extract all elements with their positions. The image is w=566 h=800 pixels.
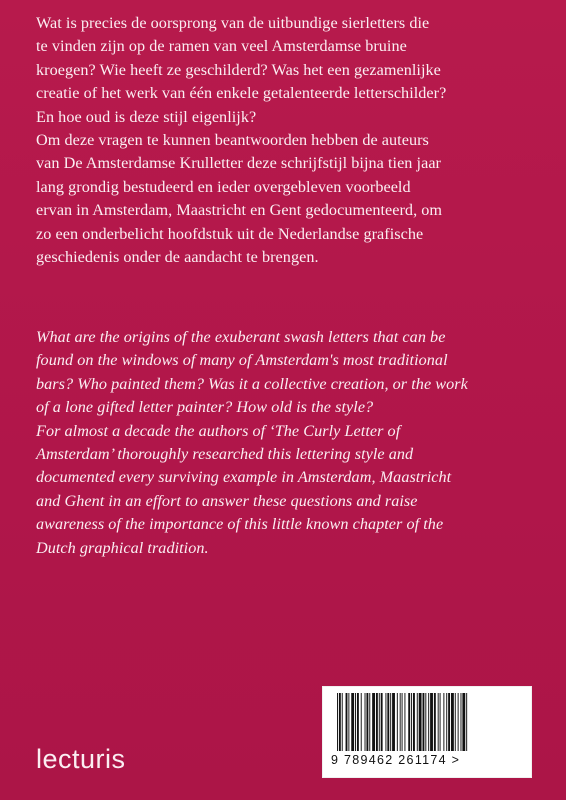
publisher-logo: lecturis bbox=[36, 744, 126, 774]
barcode-bar bbox=[357, 693, 359, 751]
barcode-bar bbox=[392, 693, 395, 751]
barcode-bar bbox=[434, 693, 436, 751]
blurb-line: Amsterdam’ thoroughly researched this lettering style and bbox=[36, 445, 414, 464]
barcode-bar bbox=[348, 693, 349, 751]
blurb-line: Om deze vragen te kunnen beantwoorden hebben de auteurs bbox=[36, 131, 429, 150]
barcode-bar bbox=[365, 693, 366, 751]
dutch-blurb bbox=[36, 12, 536, 269]
barcode-bar bbox=[351, 693, 354, 751]
barcode-bar bbox=[346, 693, 348, 751]
blurb-line: Dutch graphical tradition. bbox=[36, 538, 209, 557]
blurb-line: of a lone gifted letter painter? How old is the style? bbox=[36, 398, 374, 417]
barcode-bar bbox=[361, 693, 362, 751]
barcode-bar bbox=[458, 693, 459, 751]
barcode-bar bbox=[337, 693, 338, 751]
barcode-bar bbox=[455, 693, 456, 751]
barcode-bar bbox=[428, 693, 429, 751]
blurb-line: creatie of het werk van één enkele getalenteerde letterschilder? bbox=[36, 84, 447, 103]
isbn-barcode bbox=[322, 686, 532, 778]
barcode-bar bbox=[369, 693, 370, 751]
barcode-bar bbox=[402, 693, 403, 751]
barcode-bars bbox=[335, 693, 521, 751]
blurb-line: ervan in Amsterdam, Maastricht en Gent gedocumenteerd, om bbox=[36, 201, 443, 220]
blurb-line: kroegen? Wie heeft ze geschilderd? Was het een gezamenlijke bbox=[36, 60, 441, 79]
barcode-bar bbox=[413, 693, 415, 751]
barcode-bar bbox=[397, 693, 398, 751]
barcode-bar bbox=[385, 693, 386, 751]
barcode-bar bbox=[366, 693, 368, 751]
blurb-line: lang grondig bestudeerd en ieder overgebleven voorbeeld bbox=[36, 177, 411, 196]
blurb-line: geschiedenis onder de aandacht te brengen. bbox=[36, 248, 319, 267]
blurb-line: For almost a decade the authors of ‘The Curly Letter of bbox=[36, 421, 401, 440]
barcode-bar bbox=[355, 693, 356, 751]
barcode-bar bbox=[451, 693, 454, 751]
barcode-bar bbox=[417, 693, 418, 751]
barcode-bar bbox=[438, 693, 439, 751]
barcode-bar bbox=[390, 693, 391, 751]
blurb-line: found on the windows of many of Amsterdam's most traditional bbox=[36, 351, 448, 370]
barcode-bar bbox=[404, 693, 405, 751]
barcode-bar bbox=[419, 693, 422, 751]
barcode-bar bbox=[381, 693, 383, 751]
dutch-paragraph bbox=[36, 12, 536, 269]
barcode-bar bbox=[461, 693, 462, 751]
barcode-bar bbox=[400, 693, 401, 751]
blurb-line: van De Amsterdamse Krulletter deze schrijfstijl bijna tien jaar bbox=[36, 154, 441, 173]
barcode-bar bbox=[379, 693, 380, 751]
barcode-bar bbox=[423, 693, 425, 751]
blurb-line: zo een onderbelicht hoofdstuk uit de Nederlandse grafische bbox=[36, 224, 424, 243]
isbn-number: 9 789462 261174 > bbox=[331, 753, 461, 767]
blurb-line: awareness of the importance of this little known chapter of the bbox=[36, 515, 444, 534]
barcode-bar bbox=[339, 693, 341, 751]
barcode-bar bbox=[408, 693, 410, 751]
barcode-bar bbox=[440, 693, 441, 751]
barcode-bar bbox=[462, 693, 465, 751]
english-blurb bbox=[36, 326, 536, 560]
english-paragraph bbox=[36, 326, 536, 560]
barcode-bar bbox=[411, 693, 412, 751]
blurb-line: En hoe oud is deze stijl eigenlijk? bbox=[36, 107, 257, 126]
barcode-bar bbox=[430, 693, 433, 751]
blurb-line: te vinden zijn op de ramen van veel Amsterdamse bruine bbox=[36, 37, 407, 56]
barcode-bar bbox=[372, 693, 375, 751]
blurb-line: documented every surviving example in Amsterdam, Maastricht bbox=[36, 468, 452, 487]
blurb-line: What are the origins of the exuberant swash letters that can be bbox=[36, 328, 446, 346]
barcode-bar bbox=[387, 693, 389, 751]
barcode-bar bbox=[342, 693, 343, 751]
blurb-line: Wat is precies de oorsprong van de uitbundige sierletters die bbox=[36, 14, 430, 32]
blurb-line: and Ghent in an effort to answer these questions and raise bbox=[36, 491, 418, 510]
barcode-bar bbox=[446, 693, 447, 751]
barcode-bar bbox=[425, 693, 426, 751]
barcode-bar bbox=[448, 693, 450, 751]
blurb-line: bars? Who painted them? Was it a collective creation, or the work bbox=[36, 374, 468, 393]
barcode-bar bbox=[376, 693, 378, 751]
barcode-bar bbox=[466, 693, 467, 751]
barcode-bar bbox=[443, 693, 444, 751]
